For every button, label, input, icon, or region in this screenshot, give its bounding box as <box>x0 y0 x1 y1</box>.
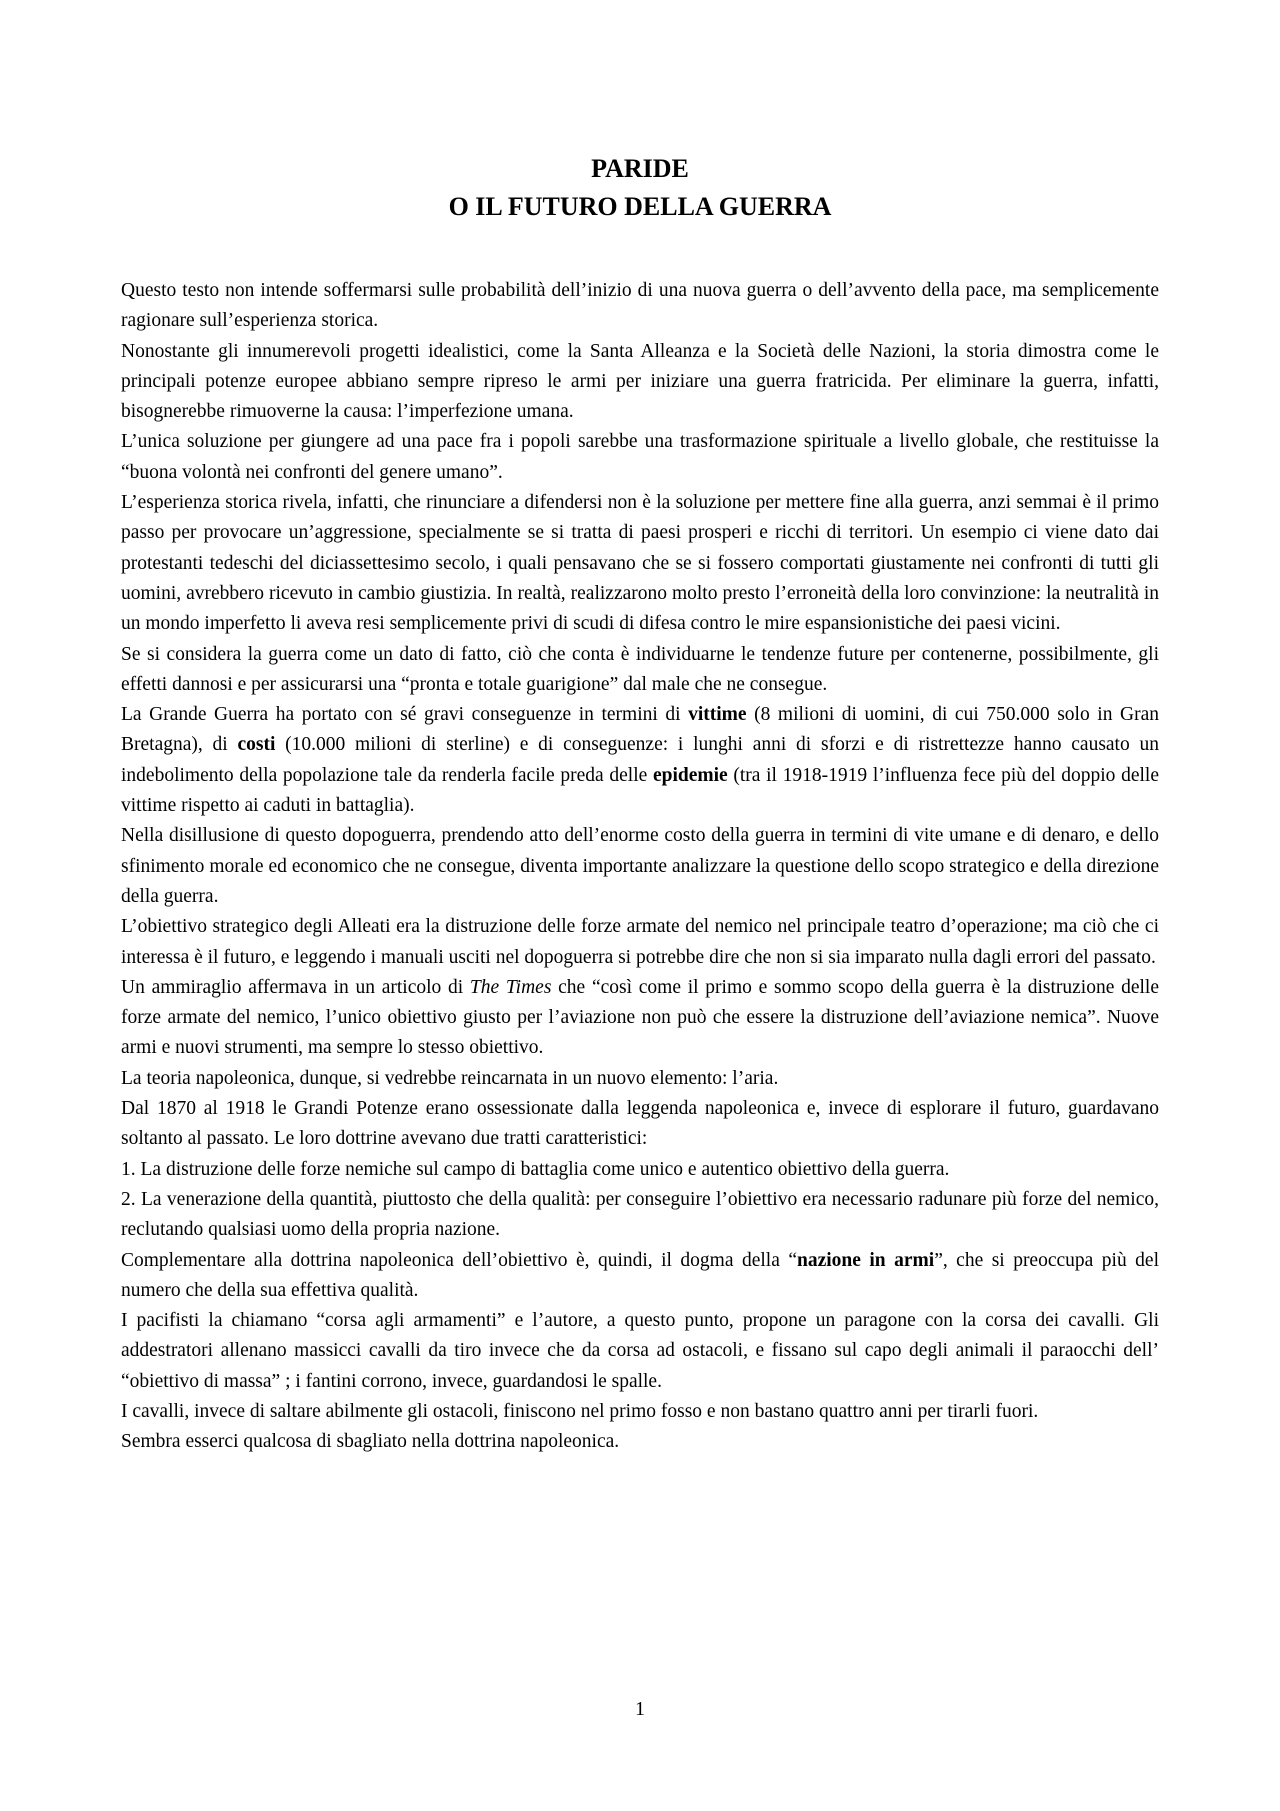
paragraph-14-text-1: Complementare alla dottrina napoleonica dell’obiettivo è, quindi, il dogma della “ <box>121 1249 797 1271</box>
title-line-1: PARIDE <box>591 154 689 183</box>
paragraph-5: Se si considera la guerra come un dato di fatto, ciò che conta è individuarne le tendenze future per contenerne, possibilmente, gli effetti dannosi e per assicurarsi una “pronta e totale guarigione” dal male che ne consegue. <box>121 643 1159 695</box>
paragraph-6-text-1: La Grande Guerra ha portato con sé gravi conseguenze in termini di <box>121 704 689 726</box>
document-body <box>121 276 1159 1458</box>
document-title <box>0 150 1280 226</box>
bold-term-epidemie: epidemie <box>652 764 728 786</box>
list-item-2: 2. La venerazione della quantità, piuttosto che della qualità: per conseguire l’obiettivo era necessario radunare più forze del nemico, reclutando qualsiasi uomo della propria nazione. <box>121 1188 1159 1241</box>
paragraph-9 <box>121 973 1159 1064</box>
paragraph-1: Questo testo non intende soffermarsi sulle probabilità dell’inizio di una nuova guerra o dell’avvento della pace, ma semplicemente ragionare sull’esperienza storica. <box>121 280 1159 332</box>
paragraph-7: Nella disillusione di questo dopoguerra, prendendo atto dell’enorme costo della guerra in termini di vite umane e di denaro, e dello sfinimento morale ed economico che ne consegue, diventa importante analizzare la questione dello scopo strategico e della direzione della guerra. <box>121 825 1159 907</box>
paragraph-16: I cavalli, invece di saltare abilmente gli ostacoli, finiscono nel primo fosso e non bastano quattro anni per tirarli fuori. <box>121 1400 1039 1422</box>
paragraph-6-text-2: (8 milioni di uomini, di cui 750.000 solo in Gran Bretagna), di <box>121 704 1159 756</box>
paragraph-17: Sembra esserci qualcosa di sbagliato nella dottrina napoleonica. <box>121 1431 620 1453</box>
bold-term-vittime: vittime <box>688 704 747 726</box>
paragraph-14 <box>121 1246 1159 1307</box>
paragraph-2: Nonostante gli innumerevoli progetti idealistici, come la Santa Alleanza e la Società delle Nazioni, la storia dimostra come le principali potenze europee abbiano sempre ripreso le armi per iniziare una guerra fratricida. Per eliminare la guerra, infatti, bisognerebbe rimuoverne la causa: l’imperfezione umana. <box>121 340 1159 423</box>
bold-term-nazione-in-armi: nazione in armi <box>797 1249 935 1271</box>
paragraph-6-text-3: (10.000 milioni di sterline) e di conseguenze: i lunghi anni di sforzi e di ristrettezze hanno causato un indebolimento della popolazione tale da renderla facile preda delle <box>121 734 1160 786</box>
list-item-1: 1. La distruzione delle forze nemiche sul campo di battaglia come unico e autentico obiettivo della guerra. <box>121 1158 950 1180</box>
paragraph-4: L’esperienza storica rivela, infatti, che rinunciare a difendersi non è la soluzione per mettere fine alla guerra, anzi semmai è il primo passo per provocare un’aggressione, specialmente se si tratta di paesi prosperi e ricchi di territori. Un esempio ci viene dato dai protestanti tedeschi del diciassettesimo secolo, i quali pensavano che se si fossero comportati giustamente nei confronti di tutti gli uomini, avrebbero ricevuto in cambio giustizia. In realtà, realizzarono molto presto l’erroneità della loro convinzione: la neutralità in un mondo imperfetto li aveva resi semplicemente privi di scudi di difesa contro le mire espansionistiche dei paesi vicini. <box>121 492 1159 635</box>
paragraph-6-text-4: (tra il 1918-1919 l’influenza fece più del doppio delle vittime rispetto ai caduti in battaglia). <box>121 764 1160 817</box>
paragraph-8: L’obiettivo strategico degli Alleati era la distruzione delle forze armate del nemico nel principale teatro d’operazione; ma ciò che ci interessa è il futuro, e leggendo i manuali usciti nel dopoguerra si potrebbe dire che non si sia imparato nulla dagli errori del passato. <box>121 916 1159 968</box>
paragraph-14-text-2: ”, che si preoccupa più del numero che della sua effettiva qualità. <box>121 1249 1159 1301</box>
paragraph-9-text-2: che “così come il primo e sommo scopo della guerra è la distruzione delle forze armate del nemico, l’unico obiettivo giusto per l’aviazione non può che essere la distruzione dell’aviazione nemica”. Nuove armi e nuovi strumenti, ma sempre lo stesso obiettivo. <box>121 976 1159 1059</box>
paragraph-15: I pacifisti la chiamano “corsa agli armamenti” e l’autore, a questo punto, propone un paragone con la corsa dei cavalli. Gli addestratori allenano massicci cavalli da tiro invece che da corsa ad ostacoli, e fissano sul capo degli animali il paraocchi dell’ “obiettivo di massa” ; i fantini corrono, invece, guardandosi le spalle. <box>121 1310 1159 1392</box>
italic-title-the-times: The Times <box>469 976 552 998</box>
paragraph-9-text-1: Un ammiraglio affermava in un articolo di <box>121 976 470 998</box>
paragraph-6 <box>121 700 1159 821</box>
page-number: 1 <box>635 1698 645 1720</box>
paragraph-3: L’unica soluzione per giungere ad una pace fra i popoli sarebbe una trasformazione spirituale a livello globale, che restituisse la “buona volontà nei confronti del genere umano”. <box>121 431 1159 483</box>
bold-term-costi: costi <box>237 734 276 756</box>
paragraph-10: La teoria napoleonica, dunque, si vedrebbe reincarnata in un nuovo elemento: l’aria. <box>121 1067 779 1089</box>
title-line-2: O IL FUTURO DELLA GUERRA <box>448 192 832 221</box>
paragraph-11: Dal 1870 al 1918 le Grandi Potenze erano ossessionate dalla leggenda napoleonica e, invece di esplorare il futuro, guardavano soltanto al passato. Le loro dottrine avevano due tratti caratteristici: <box>121 1098 1159 1150</box>
